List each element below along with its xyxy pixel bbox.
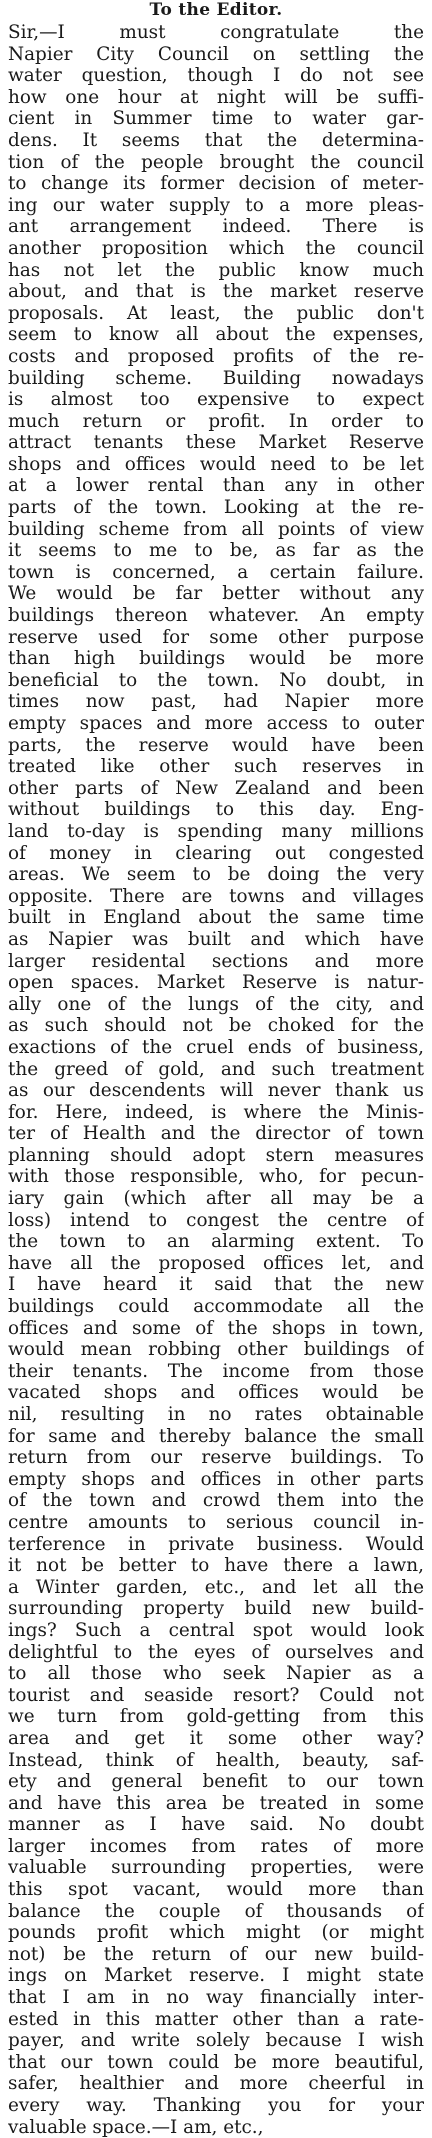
- letter-line: is almost too expensive to expect: [8, 389, 424, 411]
- letter-line: much return or profit. In order to: [8, 410, 424, 432]
- letter-line: empty spaces and more access to outer: [8, 713, 424, 734]
- letter-line: pounds profit which might (or might: [8, 1922, 424, 1944]
- letter-line: every way. Thanking you for your: [8, 2095, 424, 2116]
- letter-line: surrounding property build new build-: [8, 1598, 424, 1620]
- letter-line: another proposition which the council: [8, 237, 424, 259]
- letter-line: ter of Health and the director of town: [8, 1123, 424, 1145]
- letter-line: return from our reserve buildings. To: [8, 1447, 424, 1469]
- letter-line: for same and thereby balance the small: [8, 1425, 424, 1447]
- letter-line: with those responsible, who, for pecun-: [8, 1166, 424, 1188]
- letter-line: tion of the people brought the council: [8, 151, 424, 173]
- letter-line: I have heard it said that the new: [8, 1274, 424, 1296]
- letter-line: safer, healthier and more cheerful in: [8, 2073, 424, 2095]
- letter-line: as such should not be choked for the: [8, 1015, 424, 1037]
- letter-heading: To the Editor.: [149, 0, 283, 20]
- letter-line: about, and that is the market reserve: [8, 281, 424, 303]
- letter-line: exactions of the cruel ends of business,: [8, 1036, 424, 1058]
- letter-line: water question, though I do not see: [8, 65, 424, 87]
- letter-line: treated like other such reserves in: [8, 756, 424, 778]
- letter-line: manner as I have said. No doubt: [8, 1814, 424, 1836]
- letter-line: reserve used for some other purpose: [8, 626, 424, 648]
- letter-line: larger incomes from rates of more: [8, 1835, 424, 1857]
- letter-line: that I am in no way financially inter-: [8, 1987, 424, 2009]
- letter-line: ant arrangement indeed. There is: [8, 216, 424, 238]
- letter-line: land to-day is spending many millions: [8, 820, 424, 842]
- letter-line: Napier City Council on settling the: [8, 43, 424, 65]
- letter-line: not) be the return of our new build-: [8, 1943, 424, 1965]
- letter-line: buildings thereon whatever. An empty: [8, 605, 424, 627]
- letter-line: empty shops and offices in other parts: [8, 1468, 424, 1490]
- letter-line: dens. It seems that the determina-: [8, 129, 424, 151]
- letter-line: have all the proposed offices let, and: [8, 1252, 424, 1274]
- letter-line: Sir,—I must congratulate the: [8, 22, 424, 43]
- letter-line: larger residental sections and more: [8, 950, 424, 972]
- letter-line: We would be far better without any: [8, 583, 424, 605]
- letter-line: vacated shops and offices would be: [8, 1382, 424, 1404]
- letter-line: of the town and crowd them into the: [8, 1490, 424, 1512]
- letter-line: would mean robbing other buildings of: [8, 1339, 424, 1361]
- letter-line: times now past, had Napier more: [8, 691, 424, 713]
- letter-line: payer, and write solely because I wish: [8, 2030, 424, 2052]
- letter-body: [8, 22, 424, 2138]
- letter-line: open spaces. Market Reserve is natur-: [8, 972, 424, 994]
- letter-line: centre amounts to serious council in-: [8, 1511, 424, 1533]
- letter-line: opposite. There are towns and villages: [8, 885, 424, 907]
- letter-line: ings on Market reserve. I might state: [8, 1965, 424, 1987]
- letter-line: area and get it some other way?: [8, 1727, 424, 1749]
- letter-line: how one hour at night will be suffi-: [8, 86, 424, 108]
- letter-line: ings? Such a central spot would look: [8, 1619, 424, 1641]
- letter-line: tourist and seaside resort? Could not: [8, 1684, 424, 1706]
- letter-line: as our descendents will never thank us: [8, 1080, 424, 1102]
- letter-line: a Winter garden, etc., and let all the: [8, 1576, 424, 1598]
- letter-line: costs and proposed profits of the re-: [8, 345, 424, 367]
- letter-line: balance the couple of thousands of: [8, 1900, 424, 1922]
- letter-line: has not let the public know much: [8, 259, 424, 281]
- letter-line: to all those who seek Napier as a: [8, 1663, 424, 1685]
- letter-line: their tenants. The income from those: [8, 1360, 424, 1382]
- letter-line: seem to know all about the expenses,: [8, 324, 424, 346]
- letter-line: building scheme. Building nowadays: [8, 367, 424, 389]
- letter-line: attract tenants these Market Reserve: [8, 432, 424, 454]
- letter-line: cient in Summer time to water gar-: [8, 108, 424, 130]
- letter-line: terference in private business. Would: [8, 1533, 424, 1555]
- letter-line: areas. We seem to be doing the very: [8, 864, 424, 886]
- letter-line: we turn from gold-getting from this: [8, 1706, 424, 1728]
- letter-line: to change its former decision of meter-: [8, 173, 424, 195]
- letter-line: valuable surrounding properties, were: [8, 1857, 424, 1879]
- letter-line: the greed of gold, and such treatment: [8, 1058, 424, 1080]
- letter-line: valuable space.—I am, etc.,: [8, 2116, 264, 2138]
- letter-line: ety and general benefit to our town: [8, 1771, 424, 1793]
- letter-line: parts of the town. Looking at the re-: [8, 497, 424, 519]
- letter-line: at a lower rental than any in other: [8, 475, 424, 497]
- letter-line: built in England about the same time: [8, 907, 424, 929]
- letter-line: as Napier was built and which have: [8, 928, 424, 950]
- letter-line: planning should adopt stern measures: [8, 1144, 424, 1166]
- letter-line: buildings could accommodate all the: [8, 1296, 424, 1318]
- letter-line: town is concerned, a certain failure.: [8, 561, 424, 583]
- letter-line: shops and offices would need to be let: [8, 453, 424, 475]
- letter-line: Instead, think of health, beauty, saf-: [8, 1749, 424, 1771]
- letter-line: proposals. At least, the public don't: [8, 302, 424, 324]
- letter-line: other parts of New Zealand and been: [8, 777, 424, 799]
- letter-line: beneficial to the town. No doubt, in: [8, 669, 424, 691]
- letter-line: iary gain (which after all may be a: [8, 1188, 424, 1210]
- letter-line: without buildings to this day. Eng-: [8, 799, 424, 821]
- letter-line: loss) intend to congest the centre of: [8, 1209, 424, 1231]
- letter-line: this spot vacant, would more than: [8, 1879, 424, 1901]
- letter-line: ested in this matter other than a rate-: [8, 2008, 424, 2030]
- letter-line: nil, resulting in no rates obtainable: [8, 1404, 424, 1425]
- letter-line: that our town could be more beautiful,: [8, 2051, 424, 2073]
- letter-line: delightful to the eyes of ourselves and: [8, 1641, 424, 1663]
- letter-line: of money in clearing out congested: [8, 842, 424, 864]
- letter-line: for. Here, indeed, is where the Minis-: [8, 1101, 424, 1123]
- letter-line: ally one of the lungs of the city, and: [8, 993, 424, 1015]
- letter-line: and have this area be treated in some: [8, 1792, 424, 1814]
- letter-line: offices and some of the shops in town,: [8, 1317, 424, 1339]
- letter-line: it seems to me to be, as far as the: [8, 540, 424, 562]
- letter-line: than high buildings would be more: [8, 648, 424, 670]
- letter-line: the town to an alarming extent. To: [8, 1231, 424, 1253]
- letter-line: ing our water supply to a more pleas-: [8, 194, 424, 216]
- letter-line: building scheme from all points of view: [8, 518, 424, 540]
- letter-line: parts, the reserve would have been: [8, 734, 424, 756]
- letter-line: it not be better to have there a lawn,: [8, 1555, 424, 1577]
